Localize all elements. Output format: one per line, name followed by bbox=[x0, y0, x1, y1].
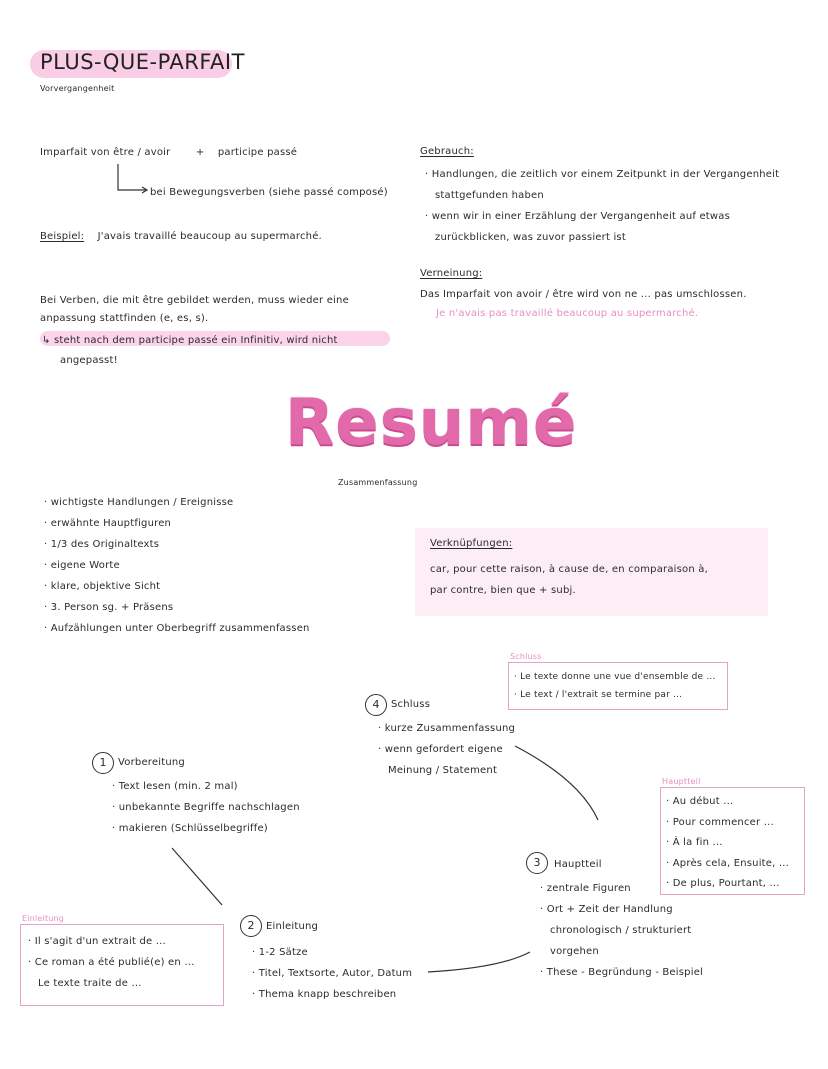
example-text: J'avais travaillé beaucoup au supermarché. bbox=[97, 231, 322, 242]
usage-item-cont: stattgefunden haben bbox=[435, 190, 544, 201]
list-item: · À la fin ... bbox=[666, 837, 723, 848]
list-item: · 1/3 des Originaltexts bbox=[44, 539, 160, 550]
connectors-line-2: par contre, bien que + subj. bbox=[430, 585, 576, 596]
page-title: PLUS-QUE-PARFAIT bbox=[40, 50, 245, 74]
connectors-label: Verknüpfungen: bbox=[430, 538, 513, 549]
list-item: · erwähnte Hauptfiguren bbox=[44, 518, 172, 529]
list-item: · zentrale Figuren bbox=[540, 883, 631, 894]
list-item-cont: Meinung / Statement bbox=[388, 765, 498, 776]
list-item: · Ce roman a été publié(e) en ... bbox=[28, 957, 195, 968]
arrow-note: bei Bewegungsverben (siehe passé composé) bbox=[150, 187, 388, 198]
plus-sign: + bbox=[195, 147, 205, 158]
step-4-label: Schluss bbox=[391, 699, 431, 710]
list-item: · Thema knapp beschreiben bbox=[252, 989, 397, 1000]
usage-item: · wenn wir in einer Erzählung der Vergangenheit auf etwas bbox=[425, 211, 731, 222]
list-item: · Après cela, Ensuite, ... bbox=[666, 857, 790, 869]
list-item: · Il s'agit d'un extrait de ... bbox=[28, 936, 166, 947]
participle-text: participe passé bbox=[217, 147, 298, 158]
step-3-label: Hauptteil bbox=[554, 859, 602, 870]
agreement-line-2: anpassung stattfinden (e, es, s). bbox=[40, 313, 209, 324]
list-item: · Pour commencer ... bbox=[666, 816, 774, 828]
list-item: · unbekannte Begriffe nachschlagen bbox=[112, 802, 300, 813]
einleitung-phrases bbox=[28, 931, 194, 994]
connector-2-3 bbox=[428, 952, 530, 972]
negation-label: Verneinung: bbox=[420, 268, 483, 279]
step-3-badge: 3 bbox=[526, 852, 548, 874]
list-item: · Le text / l'extrait se termine par ... bbox=[514, 690, 683, 700]
resume-title: Resumé bbox=[285, 386, 578, 460]
list-item: · klare, objektive Sicht bbox=[44, 581, 161, 592]
step-2-badge: 2 bbox=[240, 915, 262, 937]
list-item-cont: vorgehen bbox=[550, 946, 599, 957]
connector-1-2 bbox=[172, 848, 222, 905]
schluss-phrases bbox=[514, 668, 716, 704]
step-4-list bbox=[378, 718, 515, 781]
step-1-badge: 1 bbox=[92, 752, 114, 774]
list-item: · wichtigste Handlungen / Ereignisse bbox=[44, 497, 234, 508]
usage-label: Gebrauch: bbox=[420, 146, 474, 157]
formula-text: Imparfait von être / avoir bbox=[40, 147, 171, 158]
negation-rule: Das Imparfait von avoir / être wird von ne ... pas umschlossen. bbox=[420, 289, 747, 300]
hauptteil-box-label: Hauptteil bbox=[662, 777, 701, 786]
list-item: · These - Begründung - Beispiel bbox=[540, 967, 704, 978]
negation-example: Je n'avais pas travaillé beaucoup au supermarché. bbox=[436, 308, 699, 319]
list-item: · 3. Person sg. + Präsens bbox=[44, 602, 174, 613]
step-2-label: Einleitung bbox=[266, 921, 319, 932]
example-label: Beispiel: bbox=[40, 231, 85, 242]
list-item: · Ort + Zeit der Handlung bbox=[540, 904, 673, 915]
list-item: · 1-2 Sätze bbox=[252, 947, 308, 958]
list-item: · Text lesen (min. 2 mal) bbox=[112, 781, 238, 792]
usage-item-cont: zurückblicken, was zuvor passiert ist bbox=[435, 232, 626, 243]
step-1-list bbox=[112, 776, 300, 839]
list-item: · Titel, Textsorte, Autor, Datum bbox=[252, 968, 413, 979]
agreement-note-line-1: ↳ steht nach dem participe passé ein Infinitiv, wird nicht bbox=[42, 335, 338, 346]
agreement-note-line-2: angepasst! bbox=[60, 355, 118, 366]
list-item-cont: chronologisch / strukturiert bbox=[550, 925, 692, 936]
usage-item: · Handlungen, die zeitlich vor einem Zeitpunkt in der Vergangenheit bbox=[425, 169, 780, 180]
list-item: · Aufzählungen unter Oberbegriff zusammenfassen bbox=[44, 623, 310, 634]
einleitung-box-label: Einleitung bbox=[22, 914, 65, 923]
page-subtitle: Vorvergangenheit bbox=[40, 84, 115, 93]
list-item: · kurze Zusammenfassung bbox=[378, 723, 516, 734]
list-item: · Au début ... bbox=[666, 796, 734, 807]
list-item: · eigene Worte bbox=[44, 560, 120, 571]
list-item: · wenn gefordert eigene bbox=[378, 744, 503, 755]
list-item: · Le texte donne une vue d'ensemble de ... bbox=[514, 672, 716, 682]
list-item: Le texte traite de ... bbox=[38, 978, 142, 989]
step-1-label: Vorbereitung bbox=[118, 757, 185, 768]
list-item: · De plus, Pourtant, ... bbox=[666, 878, 780, 889]
step-2-list bbox=[252, 942, 412, 1005]
list-item: · makieren (Schlüsselbegriffe) bbox=[112, 823, 268, 834]
connectors-line-1: car, pour cette raison, à cause de, en comparaison à, bbox=[430, 564, 708, 575]
connector-3-4 bbox=[515, 746, 598, 820]
hauptteil-phrases bbox=[666, 792, 789, 895]
agreement-line-1: Bei Verben, die mit être gebildet werden, muss wieder eine bbox=[40, 295, 349, 306]
resume-subtitle: Zusammenfassung bbox=[338, 478, 418, 487]
step-4-badge: 4 bbox=[365, 694, 387, 716]
schluss-box-label: Schluss bbox=[510, 652, 542, 661]
